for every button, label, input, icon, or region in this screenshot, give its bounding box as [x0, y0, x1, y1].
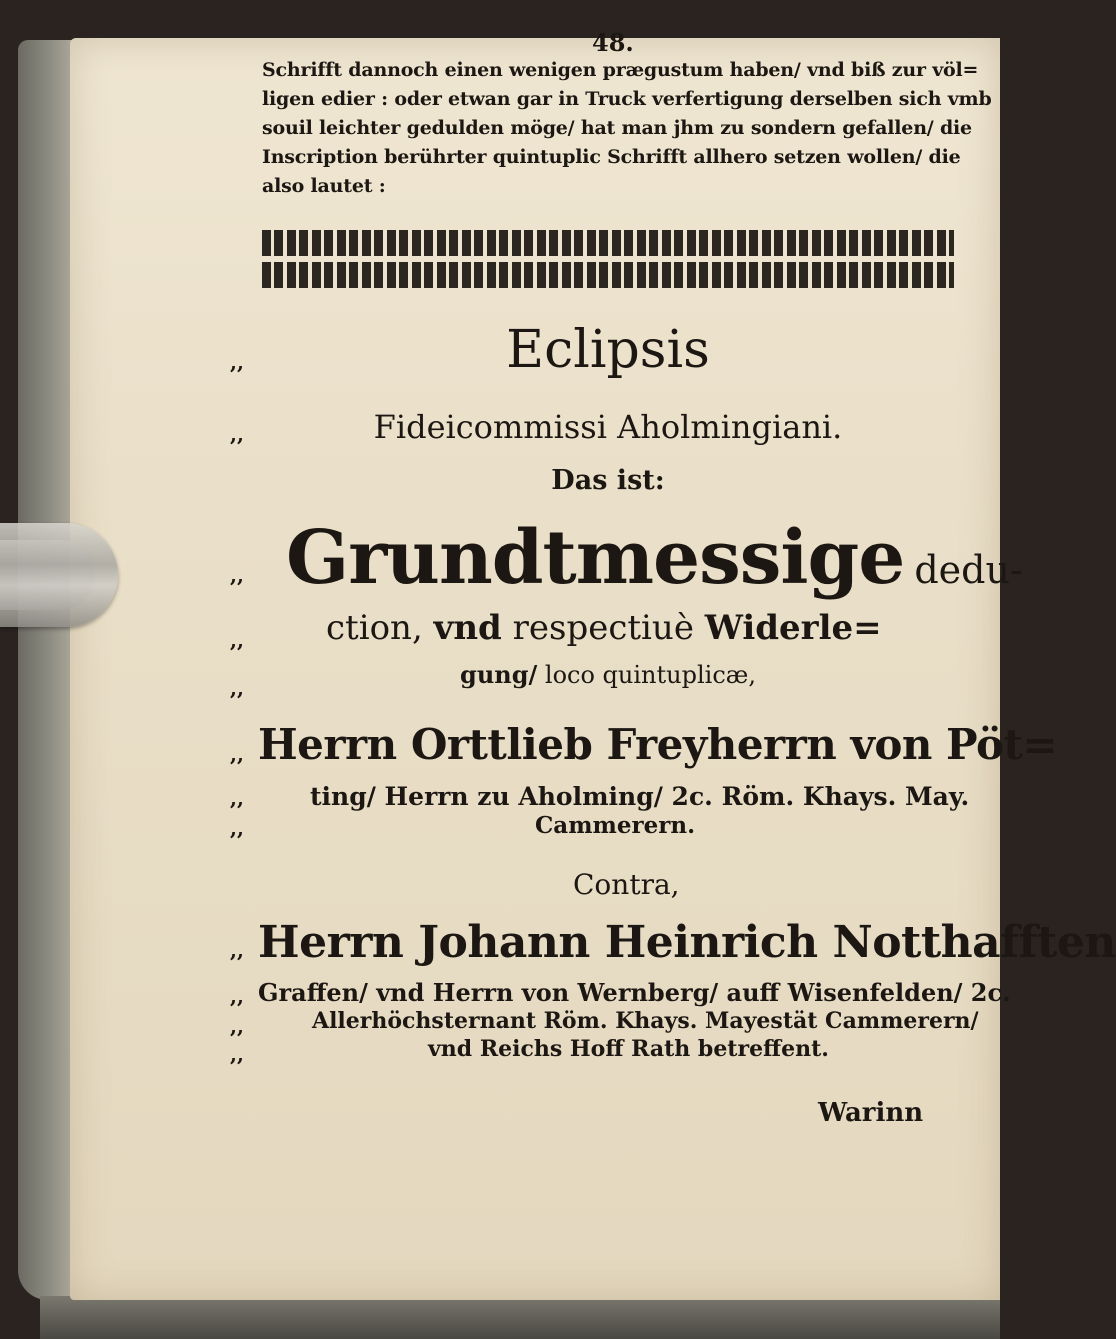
intro-paragraph — [262, 56, 992, 201]
title-line-ction — [326, 608, 882, 648]
quote-mark: ,, — [230, 938, 244, 962]
title-ction: ction, — [326, 608, 423, 648]
title-allerhoechst: Allerhöchsternant Röm. Khays. Mayestät Cammerern/ — [312, 1008, 979, 1034]
quote-mark: ,, — [230, 984, 244, 1008]
catchword-warinn: Warinn — [818, 1098, 924, 1128]
title-das-ist: Das ist: — [551, 465, 665, 496]
title-graffen: Graffen/ vnd Herrn von Wernberg/ auff Wisenfelden/ 2c. — [258, 978, 1011, 1007]
page-clip — [0, 523, 118, 627]
quote-mark: ,, — [230, 676, 244, 700]
intro-line: Schrifft dannoch einen wenigen prægustum haben/ vnd biß zur völ= — [262, 59, 979, 81]
quote-mark: ,, — [230, 628, 244, 652]
intro-line: Inscription berührter quintuplic Schrifft allhero setzen wollen/ die — [262, 146, 961, 168]
title-fideicommissi: Fideicommissi Aholmingiani. — [373, 408, 843, 446]
quote-mark: ,, — [230, 1014, 244, 1038]
book-bottom-edge — [40, 1296, 1000, 1339]
intro-line: souil leichter gedulden möge/ hat man jhm zu sondern gefallen/ die — [262, 117, 972, 139]
quote-mark: ,, — [230, 742, 244, 766]
title-respective: respectiuè — [512, 608, 694, 648]
title-dedu: dedu- — [914, 548, 1023, 592]
quote-mark: ,, — [230, 1042, 244, 1066]
ornamental-border — [262, 230, 954, 294]
title-reichshoff: vnd Reichs Hoff Rath betreffent. — [428, 1036, 829, 1062]
quote-mark: ,, — [230, 786, 244, 810]
quote-mark: ,, — [230, 563, 244, 587]
title-eclipsis: Eclipsis — [506, 320, 710, 380]
intro-line: ligen edier : oder etwan gar in Truck verfertigung derselben sich vmb — [262, 88, 992, 110]
quote-mark: ,, — [230, 350, 244, 374]
title-herrn-johann: Herrn Johann Heinrich Notthafften — [258, 917, 1116, 968]
title-ting: ting/ Herrn zu Aholming/ 2c. Röm. Khays. May. — [310, 782, 970, 811]
title-widerle: Widerle= — [704, 608, 882, 648]
title-contra: Contra, — [573, 868, 680, 901]
title-loco: loco quintuplicæ, — [544, 661, 756, 689]
quote-mark: ,, — [230, 816, 244, 840]
quote-mark: ,, — [230, 422, 244, 446]
title-grundtmessige: Grundtmessige — [286, 515, 905, 601]
page-number: 48. — [592, 28, 634, 57]
title-grundtmessige-row — [286, 515, 1023, 601]
title-line-gung — [262, 660, 954, 689]
title-vnd: vnd — [433, 608, 502, 648]
title-gung: gung/ — [460, 660, 538, 689]
title-herrn-orttlieb: Herrn Orttlieb Freyherrn von Pöt= — [258, 720, 1058, 769]
title-cammerern: Cammerern. — [535, 812, 696, 839]
intro-line: also lautet : — [262, 175, 386, 197]
